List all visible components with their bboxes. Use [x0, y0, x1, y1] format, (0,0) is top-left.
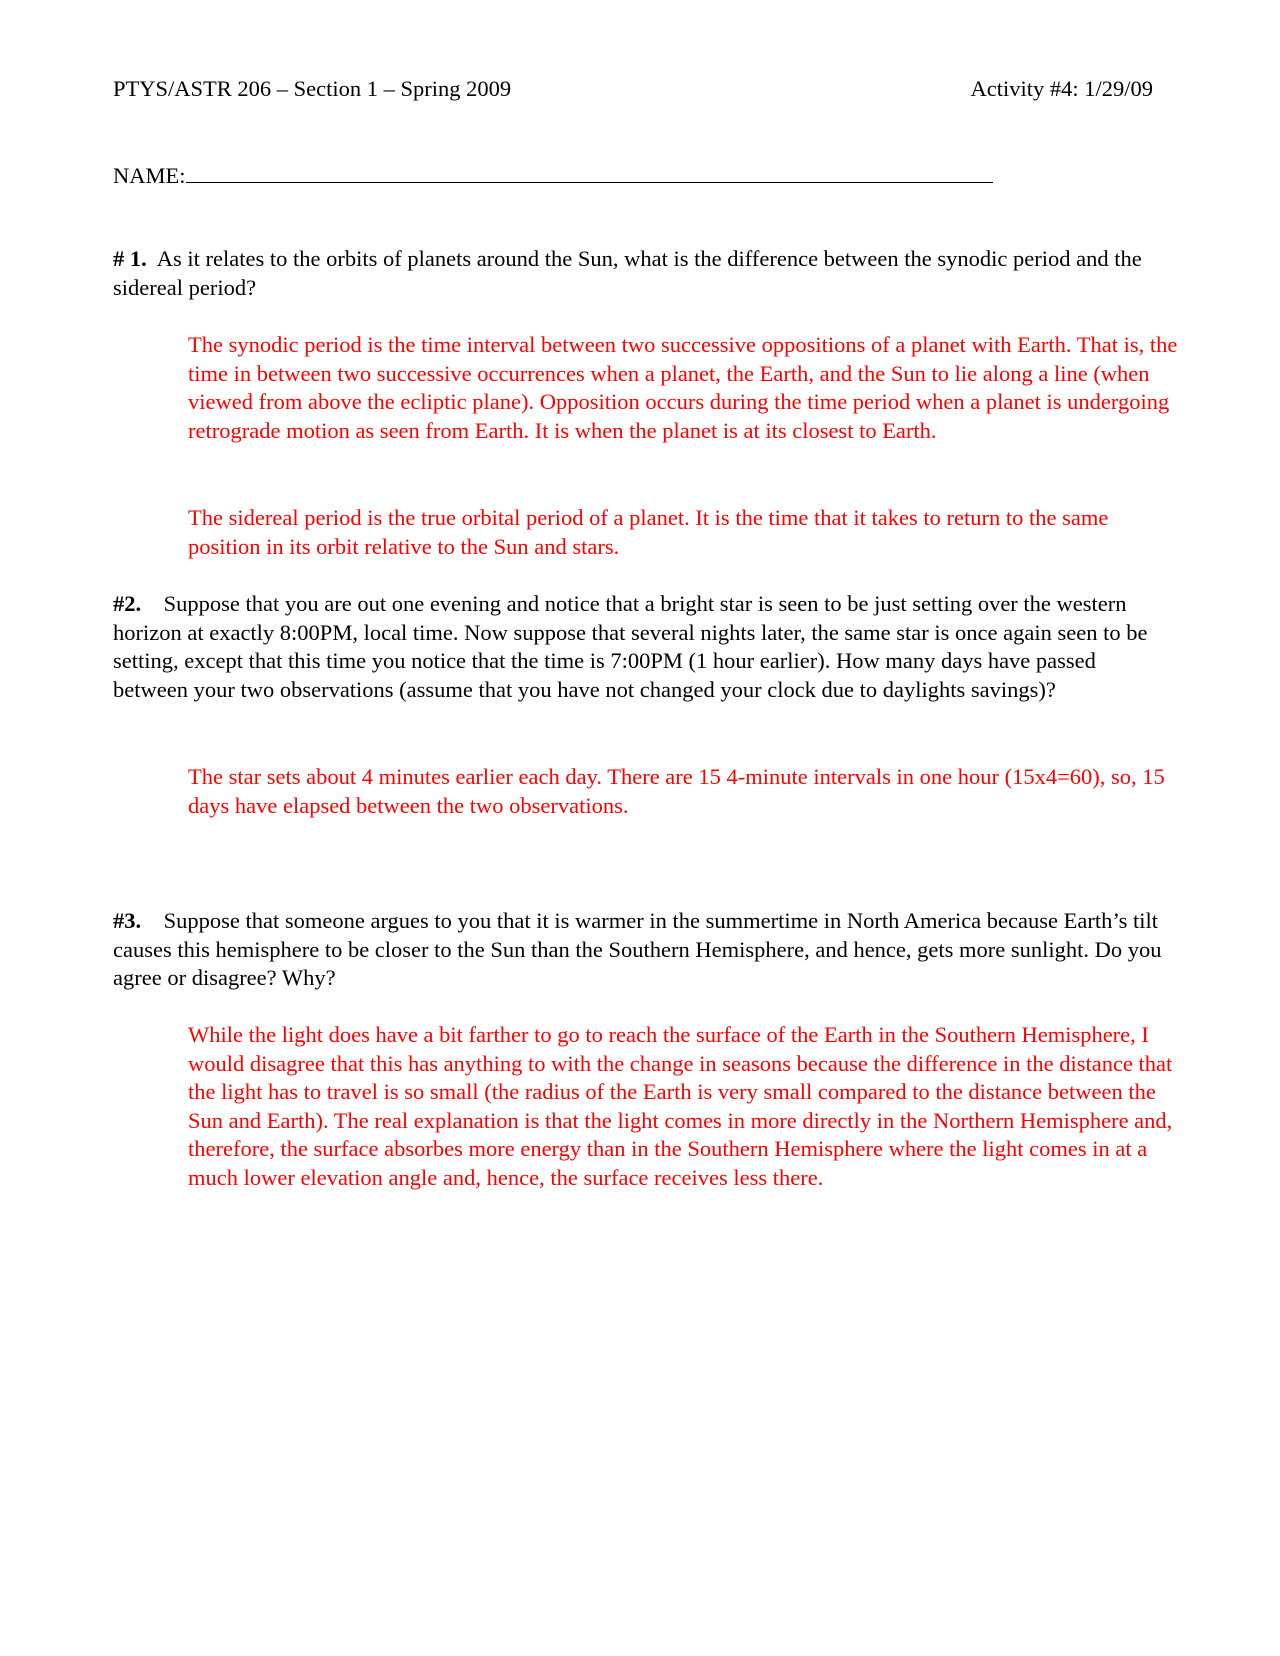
question-1-text: As it relates to the orbits of planets around the Sun, what is the difference between the synodic period and the sidereal period?	[113, 246, 1142, 300]
answer-1-paragraph-2: The sidereal period is the true orbital period of a planet. It is the time that it takes to return to the same position in its orbit relative to the Sun and stars.	[188, 505, 1109, 559]
answer-2: The star sets about 4 minutes earlier each day. There are 15 4-minute intervals in one hour (15x4=60), so, 15 days have elapsed between the two observations.	[188, 764, 1165, 818]
name-field	[113, 162, 993, 190]
activity-header: Activity #4: 1/29/09	[970, 76, 1153, 101]
question-2-text: Suppose that you are out one evening and notice that a bright star is seen to be just setting over the western horizon at exactly 8:00PM, local time. Now suppose that several nights later, the same star is once again seen to be setting, except that this time you notice that the time is 7:00PM (1 hour earlier). How many days have passed between your two observations (assume that you have not changed your clock due to daylights savings)?	[113, 591, 1148, 702]
question-1	[113, 245, 1173, 302]
question-3-text: Suppose that someone argues to you that it is warmer in the summertime in North America because Earth’s tilt causes this hemisphere to be closer to the Sun than the Southern Hemisphere, and hence, gets more sunlight. Do you agree or disagree? Why?	[113, 908, 1162, 990]
question-3-number: #3.	[113, 908, 142, 933]
question-2	[113, 590, 1173, 704]
name-label: NAME:	[113, 163, 186, 188]
question-3	[113, 907, 1173, 993]
name-blank-line	[186, 162, 993, 183]
answer-3: While the light does have a bit farther to go to reach the surface of the Earth in the Southern Hemisphere, I would disagree that this has anything to with the change in seasons because the difference in the distance that the light has to travel is so small (the radius of the Earth is very small compared to the distance between the Sun and Earth). The real explanation is that the light comes in more directly in the Northern Hemisphere and, therefore, the surface absorbes more energy than in the Southern Hemisphere where the light comes in at a much lower elevation angle and, hence, the surface receives less there.	[188, 1022, 1173, 1190]
course-header: PTYS/ASTR 206 – Section 1 – Spring 2009	[113, 76, 512, 101]
question-1-number: # 1.	[113, 246, 147, 271]
question-2-number: #2.	[113, 591, 142, 616]
answer-1-paragraph-1: The synodic period is the time interval between two successive oppositions of a planet with Earth. That is, the time in between two successive occurrences when a planet, the Earth, and the Sun to lie along a line (when viewed from above the ecliptic plane). Opposition occurs during the time period when a planet is undergoing retrograde motion as seen from Earth. It is when the planet is at its closest to Earth.	[188, 332, 1178, 443]
